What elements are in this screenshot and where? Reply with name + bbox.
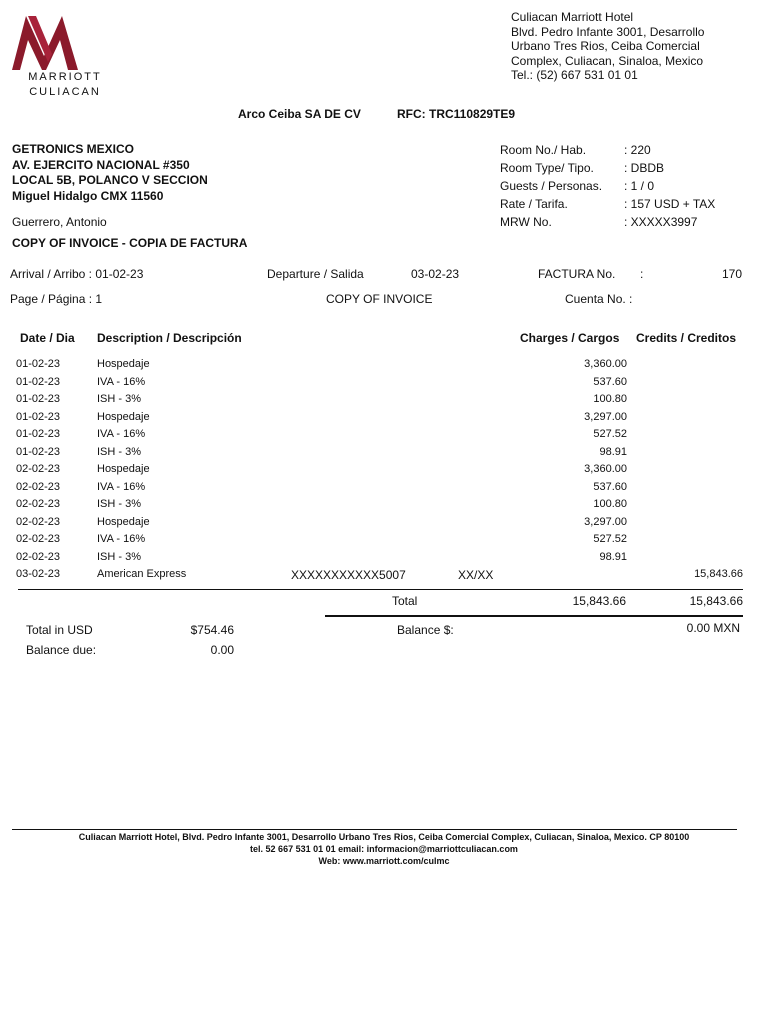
room-value: : XXXXX3997 (624, 215, 698, 229)
row-description: IVA - 16% (97, 428, 146, 440)
table-row (0, 393, 768, 410)
row-date: 01-02-23 (16, 375, 61, 388)
row-charge: 100.80 (593, 498, 627, 510)
row-description: ISH - 3% (97, 445, 142, 458)
table-row (0, 428, 768, 445)
row-charge: 98.91 (599, 445, 627, 458)
hotel-address-line: Urbano Tres Rios, Ceiba Comercial (511, 39, 700, 53)
column-header-credits: Credits / Creditos (636, 331, 737, 345)
row-description: Hospedaje (97, 358, 150, 370)
row-date: 02-02-23 (16, 515, 61, 528)
guest-name: Guerrero, Antonio (12, 215, 107, 229)
column-header-date: Date / Dia (20, 331, 75, 345)
marriott-logo-icon (6, 10, 86, 72)
payment-credit: 15,843.66 (694, 568, 743, 580)
page-number: Page / Página : 1 (10, 292, 103, 306)
payment-method: American Express (97, 568, 187, 580)
payment-row (0, 568, 768, 585)
hotel-address-line: Blvd. Pedro Infante 3001, Desarrollo (511, 24, 705, 39)
divider (18, 589, 743, 590)
row-date: 02-02-23 (16, 533, 61, 545)
copy-label: COPY OF INVOICE (326, 292, 433, 306)
guest-line: GETRONICS MEXICO (12, 142, 135, 156)
company-rfc: RFC: TRC110829TE9 (397, 107, 516, 121)
row-description: Hospedaje (97, 463, 150, 475)
row-charge: 3,360.00 (584, 358, 627, 370)
row-date: 01-02-23 (16, 358, 61, 370)
room-value: : 220 (624, 143, 651, 157)
total-credits: 15,843.66 (689, 594, 743, 608)
row-date: 01-02-23 (16, 428, 61, 440)
row-date: 01-02-23 (16, 410, 61, 423)
total-usd-label: Total in USD (26, 623, 93, 637)
hotel-address-line: Tel.: (52) 667 531 01 01 (511, 68, 638, 82)
departure-date: 03-02-23 (411, 267, 460, 281)
row-charge: 98.91 (599, 550, 627, 563)
row-date: 02-02-23 (16, 480, 61, 493)
divider (12, 829, 737, 830)
balance-due-label: Balance due: (26, 643, 97, 657)
factura-colon: : (640, 267, 644, 281)
room-label: Guests / Personas. (500, 179, 603, 193)
row-charge: 537.60 (593, 480, 627, 493)
row-charge: 3,297.00 (584, 515, 627, 528)
brand-name: MARRIOTT (28, 71, 102, 83)
row-date: 02-02-23 (16, 463, 61, 475)
room-info-labels (500, 141, 602, 231)
table-row (0, 411, 768, 428)
room-label: Rate / Tarifa. (500, 197, 568, 211)
guest-address (12, 142, 208, 204)
balance-due-value: 0.00 (210, 643, 234, 657)
factura-number: 170 (721, 267, 742, 281)
row-description: IVA - 16% (97, 480, 146, 493)
card-number: XXXXXXXXXXX5007 (291, 568, 406, 582)
hotel-address-line: Culiacan Marriott Hotel (511, 10, 634, 24)
table-row (0, 533, 768, 550)
row-description: Hospedaje (97, 515, 150, 528)
guest-line: Miguel Hidalgo CMX 11560 (12, 188, 164, 203)
table-row (0, 376, 768, 393)
total-label: Total (392, 594, 418, 608)
table-row (0, 551, 768, 568)
factura-label: FACTURA No. (538, 267, 616, 281)
hotel-address (511, 10, 704, 83)
room-label: Room No./ Hab. (500, 143, 587, 157)
room-label: MRW No. (500, 215, 552, 229)
company-name: Arco Ceiba SA DE CV (238, 107, 361, 121)
card-expiry: XX/XX (458, 568, 494, 582)
row-description: IVA - 16% (97, 533, 146, 545)
table-row (0, 446, 768, 463)
row-date: 01-02-23 (16, 445, 61, 458)
table-row (0, 516, 768, 533)
row-description: ISH - 3% (97, 550, 142, 563)
brand-location: CULIACAN (29, 86, 101, 98)
guest-line: AV. EJERCITO NACIONAL #350 (12, 157, 190, 172)
row-date: 02-02-23 (16, 550, 61, 563)
total-usd-value: $754.46 (190, 623, 234, 637)
row-date: 02-02-23 (16, 498, 61, 510)
row-date: 01-02-23 (16, 393, 61, 405)
payment-date: 03-02-23 (16, 568, 61, 580)
row-charge: 100.80 (593, 393, 627, 405)
room-label: Room Type/ Tipo. (500, 161, 594, 175)
room-value: : 157 USD + TAX (624, 197, 716, 211)
table-row (0, 463, 768, 480)
row-charge: 527.52 (593, 533, 627, 545)
document-title: COPY OF INVOICE - COPIA DE FACTURA (12, 236, 248, 250)
row-description: ISH - 3% (97, 498, 142, 510)
hotel-address-line: Complex, Culiacan, Sinaloa, Mexico (511, 53, 704, 68)
row-charge: 537.60 (593, 375, 627, 388)
table-row (0, 481, 768, 498)
row-description: IVA - 16% (97, 375, 146, 388)
column-header-charges: Charges / Cargos (520, 331, 620, 345)
room-info-values (624, 141, 715, 231)
guest-line: LOCAL 5B, POLANCO V SECCION (12, 173, 208, 187)
balance-value: 0.00 MXN (686, 621, 740, 635)
footer-contact: tel. 52 667 531 01 01 email: informacion@marriottculiacan.com (250, 844, 518, 854)
row-description: ISH - 3% (97, 393, 142, 405)
column-header-description: Description / Descripción (97, 331, 242, 345)
footer-address: Culiacan Marriott Hotel, Blvd. Pedro Infante 3001, Desarrollo Urbano Tres Rios, Ceiba Comercial Complex, Culiacan, Sinaloa, Mexico. CP 80100 (78, 832, 690, 842)
balance-label: Balance $: (397, 623, 454, 637)
row-charge: 527.52 (593, 428, 627, 440)
departure-label: Departure / Salida (267, 267, 364, 281)
table-row (0, 358, 768, 375)
divider (325, 615, 743, 617)
footer-web: Web: www.marriott.com/culmc (318, 856, 450, 866)
table-row (0, 498, 768, 515)
row-charge: 3,297.00 (584, 410, 627, 423)
room-value: : DBDB (624, 161, 665, 175)
row-charge: 3,360.00 (584, 463, 627, 475)
arrival-date: Arrival / Arribo : 01-02-23 (10, 267, 144, 281)
total-charges: 15,843.66 (572, 594, 626, 608)
cuenta-number: Cuenta No. : (565, 292, 633, 306)
room-value: : 1 / 0 (624, 179, 655, 193)
row-description: Hospedaje (97, 410, 150, 423)
